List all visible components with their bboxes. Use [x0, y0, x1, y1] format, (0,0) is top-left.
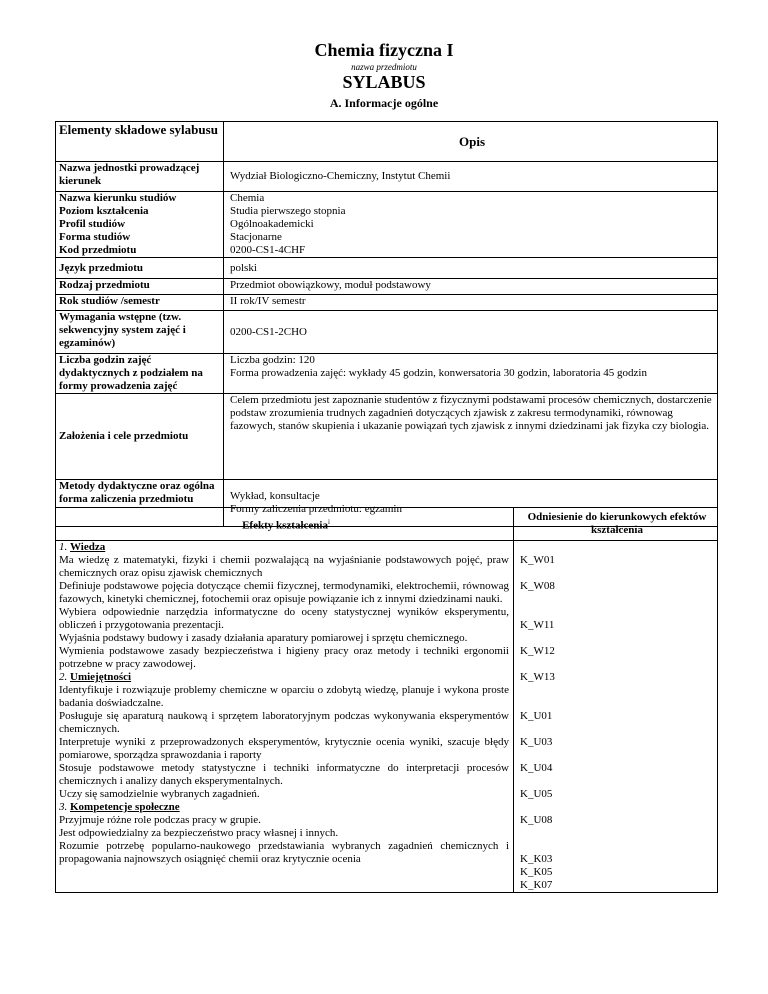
outcome-code: K_U03 [520, 736, 553, 748]
skills-item: Stosuje podstawowe metody statystyczne i techniki informatyczne do interpretacji procesów chemicznych i analizy danych eksperymentalnych. [59, 762, 509, 787]
outcome-code: K_W11 [520, 619, 555, 631]
hours-total: Liczba godzin: 120 [230, 354, 315, 366]
skills-item: Interpretuje wyniki z przeprowadzonych eksperymentów, krytycznie ocenia wyniki, szacuje błędy pomiarowe, sporządza sprawozdania i raporty [59, 736, 509, 761]
row-label: Liczba godzin zajęć dydaktycznych z podziałem na formy prowadzenia zajęć [56, 354, 224, 394]
col-header-description: Opis [224, 122, 718, 162]
method-line: Wykład, konsultacje [230, 490, 320, 502]
section-title: A. Informacje ogólne [329, 96, 439, 110]
skills-item: Identyfikuje i rozwiązuje problemy chemiczne w oparciu o zdobytą wiedzę, planuje i wykona proste badania doświadczalne. [59, 684, 509, 709]
knowledge-item: Wybiera odpowiednie narzędzia informatyczne do oceny statystycznej wyników eksperymentu, obliczeń i przygotowania prezentacji. [59, 606, 509, 631]
section-heading-skills: 2. Umiejętności [59, 671, 132, 683]
hours-breakdown: Forma prowadzenia zajęć: wykłady 45 godzin, konwersatoria 30 godzin, laboratoria 45 godzin [230, 367, 647, 379]
skills-item: Posługuje się aparaturą naukową i sprzętem laboratoryjnym podczas wykonywania eksperymentów chemicznych. [59, 710, 509, 735]
effects-header-label: Efekty kształcenia [242, 519, 328, 532]
row-value: Studia pierwszego stopnia [224, 205, 718, 218]
row-value: 0200-CS1-2CHO [224, 311, 718, 354]
knowledge-item: Definiuje podstawowe pojęcia dotyczące chemii fizycznej, termodynamiki, elektrochemii, równowag fazowych, kinetyki chemicznej, fotochemii oraz opisuje powiązanie ich z innymi dziedzinami nauki. [59, 580, 509, 605]
assessment-line: Formy zaliczenia przedmiotu: egzamin [230, 503, 402, 515]
outcome-code: K_U08 [520, 814, 553, 826]
document-type: SYLABUS [342, 72, 426, 92]
knowledge-item: Wymienia podstawowe zasady bezpieczeństwa i higieny pracy oraz metody i techniki ergonomii potrzebne w pracy zawodowej. [59, 645, 509, 670]
outcome-code: K_W13 [520, 671, 555, 683]
row-value: Przedmiot obowiązkowy, moduł podstawowy [224, 279, 718, 295]
learning-outcomes-table [55, 507, 718, 893]
row-label: Wymagania wstępne (tzw. sekwencyjny system zajęć i egzaminów) [56, 311, 224, 354]
row-label: Założenia i cele przedmiotu [56, 394, 224, 480]
section-heading-knowledge: 1. Wiedza [59, 541, 106, 553]
row-label: Rodzaj przedmiotu [56, 279, 224, 295]
outcome-code: K_K07 [520, 879, 553, 891]
row-value: Ogólnoakademicki [224, 218, 718, 231]
row-label: Nazwa kierunku studiów [56, 192, 224, 206]
col-header-elements: Elementy składowe sylabusu [56, 122, 224, 162]
outcome-code: K_W12 [520, 645, 555, 657]
footnote-mark: i [327, 517, 330, 526]
course-caption: nazwa przedmiotu [351, 62, 417, 72]
row-value: Chemia [224, 192, 718, 206]
outcome-code: K_U01 [520, 710, 553, 722]
outcome-code: K_K03 [520, 853, 553, 865]
row-value: II rok/IV semestr [224, 295, 718, 311]
general-info-table [55, 121, 718, 527]
skills-item: Uczy się samodzielnie wybranych zagadnień. [59, 788, 260, 800]
row-label: Kod przedmiotu [56, 244, 224, 258]
row-value: Stacjonarne [224, 231, 718, 244]
outcome-code: K_U04 [520, 762, 553, 774]
course-title: Chemia fizyczna I [314, 40, 454, 60]
outcome-code: K_U05 [520, 788, 553, 800]
row-value: Celem przedmiotu jest zapoznanie studentów z fizycznymi podstawami procesów chemicznych, dostarczenie podstaw zrozumienia trudnych zagadnień dotyczących zjawisk z zakresu termodynamiki, równowag fazowych, stanów skupienia i ukazanie powiązań tych zjawisk z innymi dziedzinami jak fizyka czy biologia. [224, 394, 718, 480]
knowledge-item: Ma wiedzę z matematyki, fizyki i chemii pozwalającą na wyjaśnianie podstawowych pojęć, praw chemicznych oraz opisu zjawisk chemicznych [59, 554, 509, 579]
reference-header: Odniesienie do kierunkowych efektów kształcenia [514, 508, 718, 541]
social-item: Przyjmuje różne role podczas pracy w grupie. [59, 814, 261, 826]
social-item: Jest odpowiedzialny za bezpieczeństwo pracy własnej i innych. [59, 827, 339, 839]
row-label: Rok studiów /semestr [56, 295, 224, 311]
social-item: Rozumie potrzebę popularno-naukowego przedstawiania wybranych zagadnień chemicznych i propagowania najnowszych osiągnięć chemii oraz krytycznie ocenia [59, 840, 509, 865]
row-label: Profil studiów [56, 218, 224, 231]
section-heading-social: 3. Kompetencje społeczne [59, 801, 180, 813]
row-label: Nazwa jednostki prowadzącej kierunek [56, 162, 224, 192]
row-value: polski [224, 258, 718, 279]
effects-header [56, 508, 514, 541]
outcome-code: K_W08 [520, 580, 555, 592]
row-value [224, 354, 718, 394]
row-label: Język przedmiotu [56, 258, 224, 279]
row-label: Metody dydaktyczne oraz ogólna forma zaliczenia przedmiotu [56, 480, 224, 527]
effects-list [56, 541, 514, 893]
reference-codes [514, 541, 718, 893]
row-value: 0200-CS1-4CHF [224, 244, 718, 258]
row-value: Wydział Biologiczno-Chemiczny, Instytut Chemii [224, 162, 718, 192]
row-label: Poziom kształcenia [56, 205, 224, 218]
knowledge-item: Wyjaśnia podstawy budowy i zasady działania aparatury pomiarowej i sprzętu chemicznego. [59, 632, 468, 644]
outcome-code: K_K05 [520, 866, 553, 878]
row-label: Forma studiów [56, 231, 224, 244]
outcome-code: K_W01 [520, 554, 555, 566]
